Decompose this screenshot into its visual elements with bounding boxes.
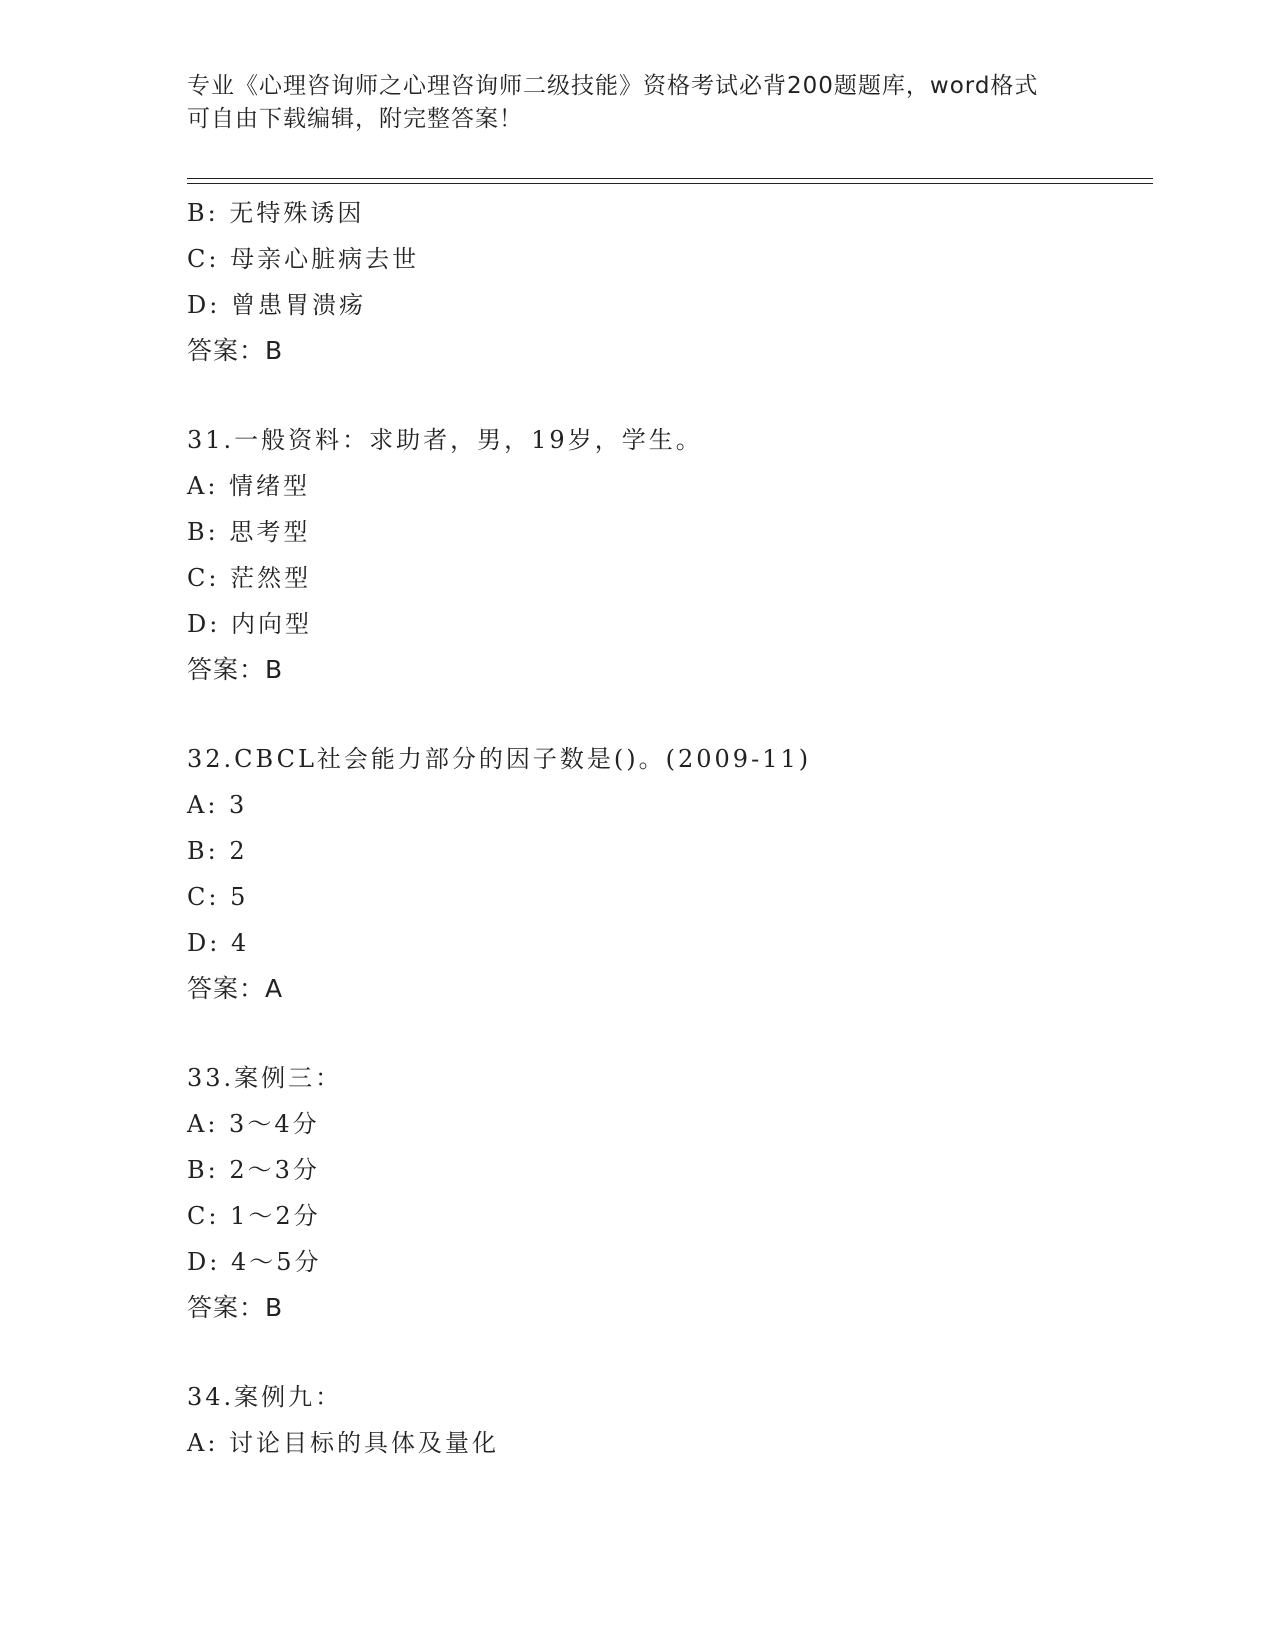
question-stem: 31.一般资料：求助者，男，19岁，学生。: [187, 426, 703, 454]
answer-line: 答案：A: [187, 974, 284, 1003]
option-d: D: 4: [187, 929, 250, 957]
question-stem: 32.CBCL社会能力部分的因子数是()。(2009-11): [187, 745, 812, 773]
header-divider-top: [187, 178, 1153, 179]
option-a: A: 情绪型: [187, 472, 311, 500]
answer-line: 答案：B: [187, 1293, 284, 1322]
document-header: [187, 70, 1087, 136]
option-b: B: 无特殊诱因: [187, 199, 365, 227]
question-block-33: [187, 1055, 1147, 1331]
option-b: B: 2～3分: [187, 1156, 320, 1184]
spacer: [187, 693, 1147, 736]
question-block-32: [187, 736, 1147, 1012]
option-d: D: 曾患胃溃疡: [187, 291, 366, 319]
answer-line: 答案：B: [187, 336, 284, 365]
option-d: D: 内向型: [187, 610, 312, 638]
question-stem: 33.案例三：: [187, 1064, 343, 1092]
option-a: A: 3～4分: [187, 1110, 320, 1138]
option-a: A: 讨论目标的具体及量化: [187, 1429, 500, 1457]
option-c: C: 1～2分: [187, 1202, 321, 1230]
option-d: D: 4～5分: [187, 1248, 322, 1276]
option-a: A: 3: [187, 791, 248, 819]
spacer: [187, 1331, 1147, 1374]
question-stem: 34.案例九：: [187, 1383, 343, 1411]
option-b: B: 思考型: [187, 518, 311, 546]
question-block-34: [187, 1374, 1147, 1466]
option-c: C: 母亲心脏病去世: [187, 245, 420, 273]
question-block-31: [187, 417, 1147, 693]
option-c: C: 5: [187, 883, 249, 911]
spacer: [187, 1012, 1147, 1055]
spacer: [187, 374, 1147, 417]
option-b: B: 2: [187, 837, 248, 865]
answer-line: 答案：B: [187, 655, 284, 684]
question-block-continued: [187, 190, 1147, 374]
header-title-line-1: 专业《心理咨询师之心理咨询师二级技能》资格考试必背200题题库，word格式: [187, 73, 1039, 99]
header-title-line-2: 可自由下载编辑，附完整答案！: [187, 106, 523, 132]
option-c: C: 茫然型: [187, 564, 312, 592]
header-divider-bottom: [187, 183, 1153, 184]
question-list: [187, 190, 1147, 1466]
